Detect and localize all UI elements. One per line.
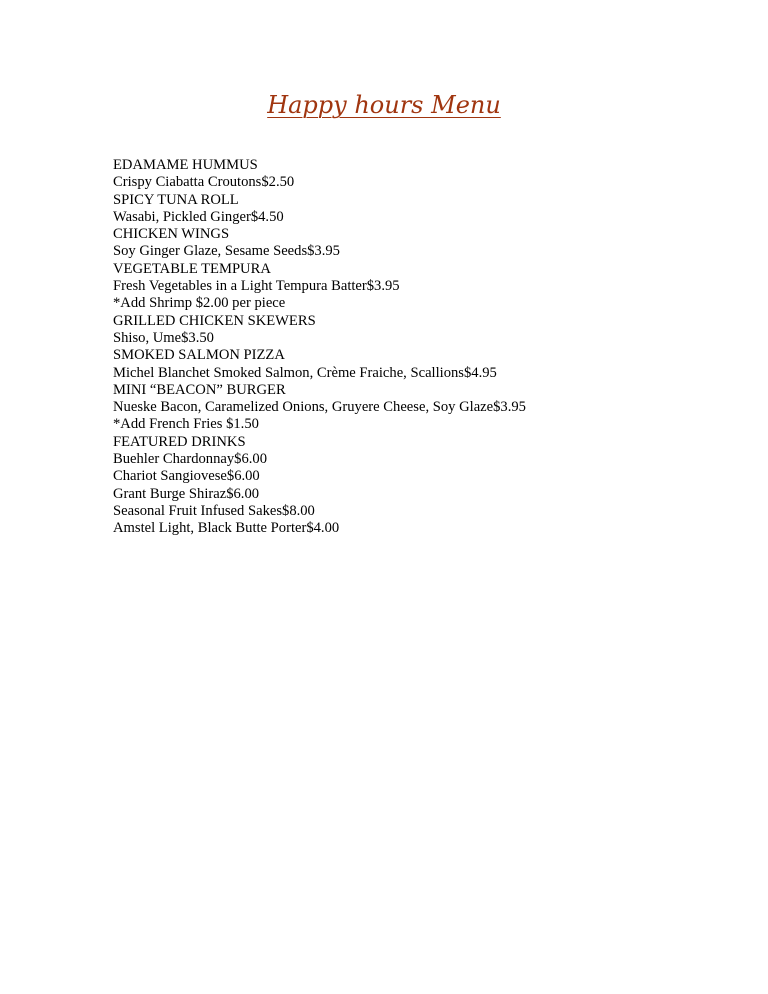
menu-line: Grant Burge Shiraz$6.00 — [113, 485, 260, 502]
menu-line: Crispy Ciabatta Croutons$2.50 — [113, 174, 295, 191]
menu-line: Wasabi, Pickled Ginger$4.50 — [113, 208, 284, 225]
menu-line: Soy Ginger Glaze, Sesame Seeds$3.95 — [113, 243, 340, 260]
menu-line: GRILLED CHICKEN SKEWERS — [113, 312, 316, 329]
menu-line: Nueske Bacon, Caramelized Onions, Gruyere Cheese, Soy Glaze$3.95 — [113, 399, 526, 416]
page-title-text: Happy hours Menu — [267, 91, 501, 119]
menu-line: SPICY TUNA ROLL — [113, 191, 239, 208]
menu-line: Buehler Chardonnay$6.00 — [113, 451, 268, 468]
menu-line: MINI “BEACON” BURGER — [113, 381, 286, 398]
menu-line: Michel Blanchet Smoked Salmon, Crème Fraiche, Scallions$4.95 — [113, 364, 497, 381]
menu-line: FEATURED DRINKS — [113, 433, 246, 450]
menu-line: Chariot Sangiovese$6.00 — [113, 468, 260, 485]
menu-line: Shiso, Ume$3.50 — [113, 329, 214, 346]
menu-line: SMOKED SALMON PIZZA — [113, 347, 285, 364]
menu-list — [113, 157, 733, 538]
menu-line: EDAMAME HUMMUS — [113, 157, 258, 173]
menu-line: CHICKEN WINGS — [113, 226, 230, 243]
menu-line: Amstel Light, Black Butte Porter$4.00 — [113, 520, 340, 537]
menu-line: *Add Shrimp $2.00 per piece — [113, 295, 286, 312]
menu-line: VEGETABLE TEMPURA — [113, 260, 271, 277]
menu-line: Fresh Vegetables in a Light Tempura Batter$3.95 — [113, 278, 400, 295]
page-title — [0, 88, 768, 122]
menu-line: Seasonal Fruit Infused Sakes$8.00 — [113, 502, 315, 519]
menu-line: *Add French Fries $1.50 — [113, 416, 259, 433]
